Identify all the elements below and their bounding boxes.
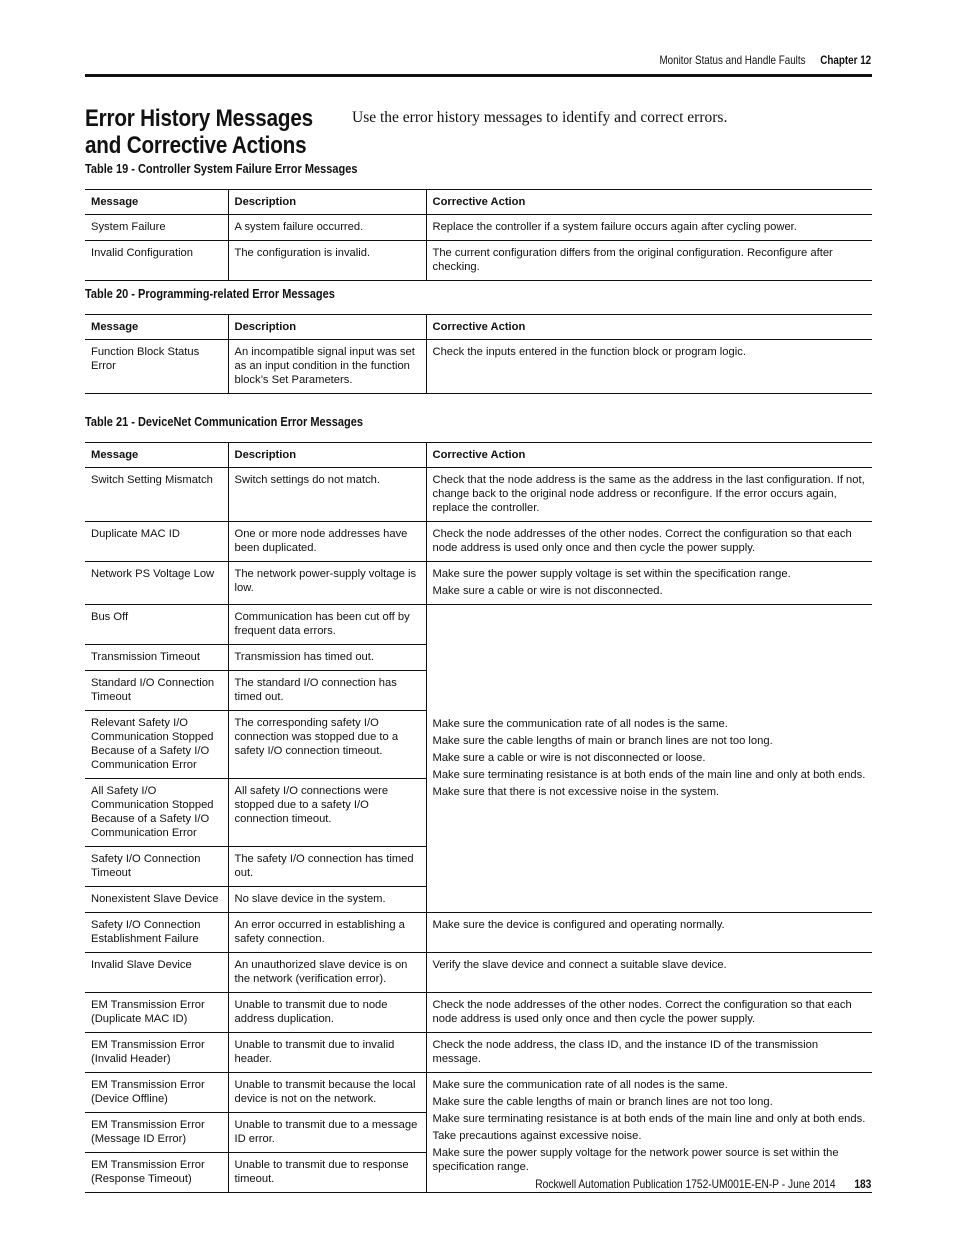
action-line: Make sure the cable lengths of main or branch lines are not too long.	[432, 735, 773, 747]
message-cell: Switch Setting Mismatch	[85, 468, 228, 522]
message-cell: EM Transmission Error (Message ID Error)	[85, 1113, 228, 1153]
column-header: Description	[228, 190, 426, 215]
column-header: Message	[85, 315, 228, 340]
action-cell: Check the node addresses of the other nodes. Correct the configuration so that each node address is used only once and then cycle the power supply.	[426, 522, 872, 562]
action-line: Take precautions against excessive noise.	[432, 1130, 642, 1142]
action-line: Make sure terminating resistance is at both ends of the main line and only at both ends.	[432, 1113, 866, 1125]
message-cell: All Safety I/O Communication Stopped Because of a Safety I/O Communication Error	[85, 779, 228, 847]
description-cell: Unable to transmit because the local device is not on the network.	[228, 1073, 426, 1113]
action-cell: Check the node address, the class ID, and the instance ID of the transmission message.	[426, 1033, 872, 1073]
section-title: Error History Messages and Corrective Actions	[85, 105, 313, 159]
table-row	[85, 1073, 872, 1113]
description-cell: No slave device in the system.	[228, 887, 426, 913]
description-cell: Switch settings do not match.	[228, 468, 426, 522]
page-number: 183	[853, 1177, 871, 1191]
table-header-row	[85, 315, 872, 340]
action-line: Make sure that there is not excessive noise in the system.	[432, 786, 720, 798]
column-header: Corrective Action	[426, 190, 872, 215]
table-row	[85, 522, 872, 562]
table-row	[85, 562, 872, 605]
action-cell: Check the inputs entered in the function block or program logic.	[426, 340, 872, 394]
table-row	[85, 605, 872, 645]
action-cell: Replace the controller if a system failure occurs again after cycling power.	[426, 215, 872, 241]
description-cell: An incompatible signal input was set as an input condition in the function block’s Set Parameters.	[228, 340, 426, 394]
table20-caption: Table 20 - Programming-related Error Messages	[85, 287, 335, 301]
message-cell: Transmission Timeout	[85, 645, 228, 671]
column-header: Corrective Action	[426, 443, 872, 468]
message-cell: EM Transmission Error (Device Offline)	[85, 1073, 228, 1113]
table-row	[85, 953, 872, 993]
message-cell: System Failure	[85, 215, 228, 241]
table-row	[85, 215, 872, 241]
message-cell: Network PS Voltage Low	[85, 562, 228, 605]
column-header: Message	[85, 190, 228, 215]
action-line: Make sure terminating resistance is at both ends of the main line and only at both ends.	[432, 769, 866, 781]
action-cell: Check that the node address is the same as the address in the last configuration. If not, change back to the original node address or reconfigure. If the error occurs again, replace the controller.	[426, 468, 872, 522]
action-cell: Make sure the device is configured and operating normally.	[426, 913, 872, 953]
table20	[85, 314, 872, 394]
action-cell-group	[426, 605, 872, 913]
message-cell: Safety I/O Connection Timeout	[85, 847, 228, 887]
message-cell: Relevant Safety I/O Communication Stopped Because of a Safety I/O Communication Error	[85, 711, 228, 779]
description-cell: One or more node addresses have been duplicated.	[228, 522, 426, 562]
action-cell	[426, 562, 872, 605]
table21-caption: Table 21 - DeviceNet Communication Error Messages	[85, 415, 363, 429]
action-line: Make sure the cable lengths of main or branch lines are not too long.	[432, 1096, 773, 1108]
description-cell: All safety I/O connections were stopped due to a safety I/O connection timeout.	[228, 779, 426, 847]
description-cell: An error occurred in establishing a safety connection.	[228, 913, 426, 953]
action-cell: Check the node addresses of the other nodes. Correct the configuration so that each node address is used only once and then cycle the power supply.	[426, 993, 872, 1033]
description-cell: Unable to transmit due to response timeout.	[228, 1153, 426, 1193]
action-cell-group	[426, 1073, 872, 1193]
message-cell: EM Transmission Error (Invalid Header)	[85, 1033, 228, 1073]
message-cell: EM Transmission Error (Duplicate MAC ID)	[85, 993, 228, 1033]
table-row	[85, 340, 872, 394]
table19	[85, 189, 872, 281]
column-header: Description	[228, 315, 426, 340]
table-row	[85, 993, 872, 1033]
message-cell: Duplicate MAC ID	[85, 522, 228, 562]
message-cell: Invalid Slave Device	[85, 953, 228, 993]
action-line: Make sure the communication rate of all nodes is the same.	[432, 1079, 728, 1091]
action-line: Make sure the power supply voltage for the network power source is set within the specification range.	[432, 1147, 839, 1173]
table-header-row	[85, 443, 872, 468]
description-cell: An unauthorized slave device is on the network (verification error).	[228, 953, 426, 993]
message-cell: Function Block Status Error	[85, 340, 228, 394]
message-cell: Safety I/O Connection Establishment Failure	[85, 913, 228, 953]
table21	[85, 442, 872, 1193]
action-cell: Verify the slave device and connect a suitable slave device.	[426, 953, 872, 993]
description-cell: Unable to transmit due to invalid header.	[228, 1033, 426, 1073]
action-line: Make sure the communication rate of all nodes is the same.	[432, 718, 728, 730]
table-row	[85, 241, 872, 281]
table-header-row	[85, 190, 872, 215]
description-cell: Communication has been cut off by frequent data errors.	[228, 605, 426, 645]
action-line: Make sure a cable or wire is not disconnected.	[432, 585, 663, 597]
column-header: Message	[85, 443, 228, 468]
action-cell: The current configuration differs from the original configuration. Reconfigure after checking.	[426, 241, 872, 281]
description-cell: Transmission has timed out.	[228, 645, 426, 671]
description-cell: A system failure occurred.	[228, 215, 426, 241]
table19-caption: Table 19 - Controller System Failure Error Messages	[85, 162, 358, 176]
column-header: Corrective Action	[426, 315, 872, 340]
message-cell: Nonexistent Slave Device	[85, 887, 228, 913]
column-header: Description	[228, 443, 426, 468]
message-cell: EM Transmission Error (Response Timeout)	[85, 1153, 228, 1193]
description-cell: Unable to transmit due to node address duplication.	[228, 993, 426, 1033]
publication-info: Rockwell Automation Publication 1752-UM001E-EN-P - June 2014	[534, 1177, 836, 1191]
message-cell: Standard I/O Connection Timeout	[85, 671, 228, 711]
page-footer	[535, 1177, 871, 1191]
header-chapter: Chapter 12	[820, 53, 871, 67]
intro-text: Use the error history messages to identify and correct errors.	[352, 109, 728, 126]
action-line: Make sure a cable or wire is not disconnected or loose.	[432, 752, 706, 764]
table-row	[85, 468, 872, 522]
table-row	[85, 1033, 872, 1073]
table-row	[85, 913, 872, 953]
action-line: Make sure the power supply voltage is set within the specification range.	[432, 568, 791, 580]
description-cell: The corresponding safety I/O connection was stopped due to a safety I/O connection timeout.	[228, 711, 426, 779]
header-rule	[85, 74, 872, 77]
description-cell: The standard I/O connection has timed out.	[228, 671, 426, 711]
message-cell: Invalid Configuration	[85, 241, 228, 281]
description-cell: The network power-supply voltage is low.	[228, 562, 426, 605]
running-header	[659, 53, 871, 67]
description-cell: Unable to transmit due to a message ID error.	[228, 1113, 426, 1153]
description-cell: The safety I/O connection has timed out.	[228, 847, 426, 887]
description-cell: The configuration is invalid.	[228, 241, 426, 281]
message-cell: Bus Off	[85, 605, 228, 645]
header-section: Monitor Status and Handle Faults	[659, 53, 806, 67]
